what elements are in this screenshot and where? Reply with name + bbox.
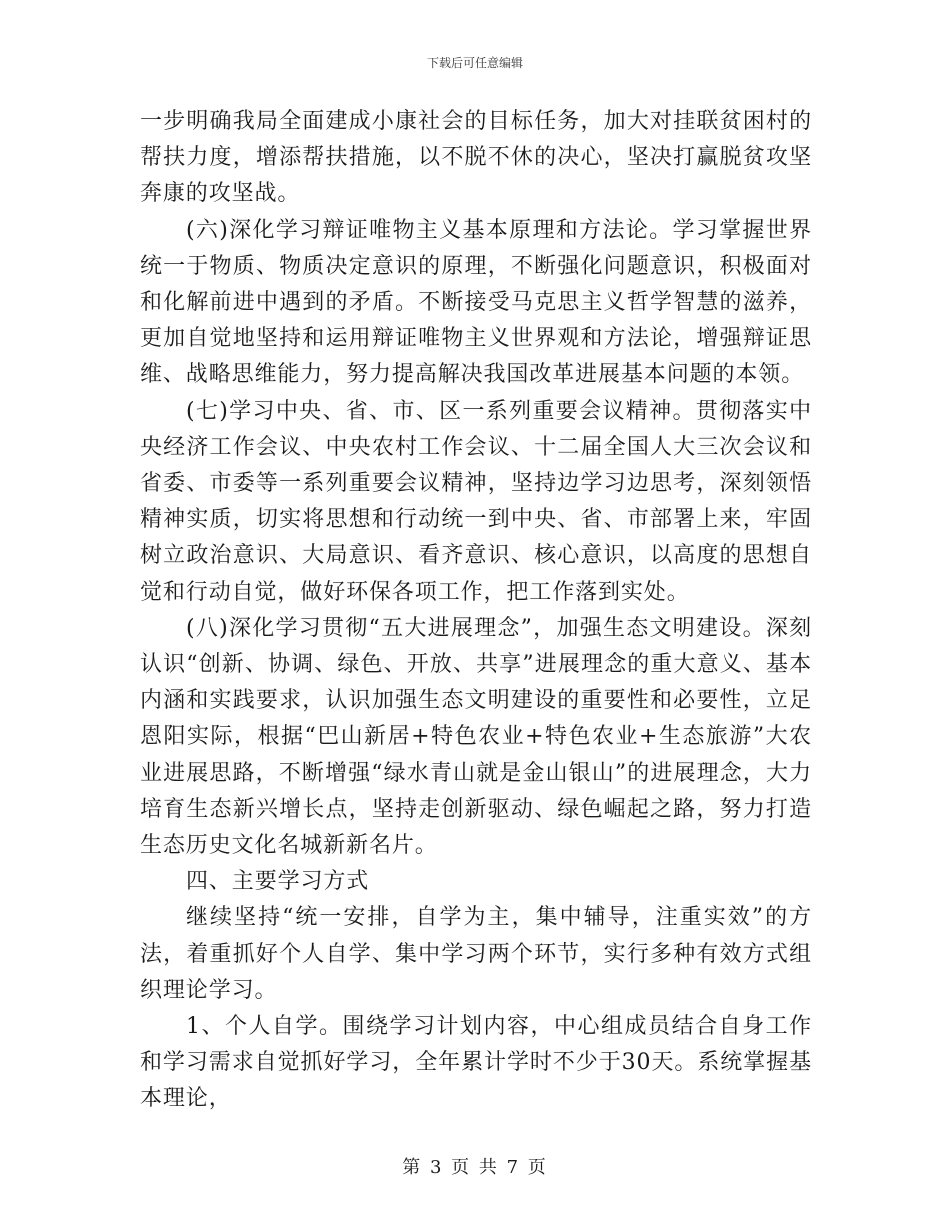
paragraph-poverty-alleviation-continued: 一步明确我局全面建成小康社会的目标任务，加大对挂联贫困村的帮扶力度，增添帮扶措施，以不脱不休的决心，坚决打赢脱贫攻坚奔康的攻坚战。: [140, 109, 812, 207]
page-number-footer: 第 3 页 共 7 页: [402, 1157, 548, 1178]
paragraph-section-8-five-development-concepts: (八)深化学习贯彻“五大进展理念”，加强生态文明建设。深刻认识“创新、协调、绿色、开放、共享”进展理念的重大意义、基本内涵和实践要求，认识加强生态文明建设的重要性和必要性，立足恩阳实际，根据“巴山新居+特色农业+特色农业+生态旅游”大农业进展思路，不断增强“绿水青山就是金山银山”的进展理念，大力培育生态新兴增长点，坚持走创新驱动、绿色崛起之路，努力打造生态历史文化名城新新名片。: [140, 615, 812, 859]
paragraph-individual-self-study: 1、个人自学。围绕学习计划内容，中心组成员结合自身工作和学习需求自觉抓好学习，全年累计学时不少于30天。系统掌握基本理论，: [140, 1014, 812, 1112]
section-heading-main-study-methods: 四、主要学习方式: [186, 869, 370, 895]
page-header-note: 下载后可任意编辑: [426, 56, 523, 70]
paragraph-section-7-meeting-spirit: (七)学习中央、省、市、区一系列重要会议精神。贯彻落实中央经济工作会议、中央农村工作会议、十二届全国人大三次会议和省委、市委等一系列重要会议精神，坚持边学习边思考，深刻领悟精神实质，切实将思想和行动统一到中央、省、市部署上来，牢固树立政治意识、大局意识、看齐意识、核心意识，以高度的思想自觉和行动自觉，做好环保各项工作，把工作落到实处。: [140, 398, 812, 605]
document-body: [140, 104, 812, 1118]
paragraph-section-6-dialectical-materialism: (六)深化学习辩证唯物主义基本原理和方法论。学习掌握世界统一于物质、物质决定意识的原理，不断强化问题意识，积极面对和化解前进中遇到的矛盾。不断接受马克思主义哲学智慧的滋养，更加自觉地坚持和运用辩证唯物主义世界观和方法论，增强辩证思维、战略思维能力，努力提高解决我国改革进展基本问题的本领。: [140, 217, 812, 388]
paragraph-study-approach: 继续坚持“统一安排，自学为主，集中辅导，注重实效”的方法，着重抓好个人自学、集中学习两个环节，实行多种有效方式组织理论学习。: [140, 905, 812, 1003]
